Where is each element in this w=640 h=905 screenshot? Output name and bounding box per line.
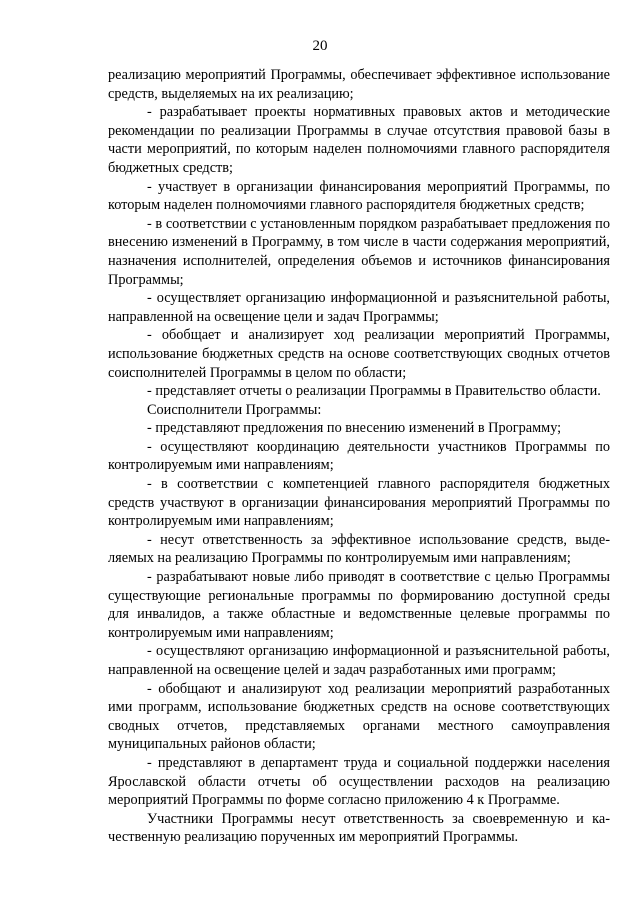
page-number: 20 [312,38,328,54]
paragraph-participants-responsibility: Участники Программы несут ответственность за своевременную и качественную реализацию порученных им мероприятий Программы. [108,810,610,846]
paragraph-proposes-changes: - в соответствии с установленным порядком разрабатывает предложения по внесению изменений в Программу, в том числе в части содержания мероприятий, назначения исполнителей, определения объемов и источников финансирования Программы; [108,215,610,288]
paragraph-co-coordinate: - осуществляют координацию деятельности участников Программы по контролируемым ими направлениям; [108,438,610,474]
paragraph-co-analyze-progress: - обобщают и анализируют ход реализации мероприятий разработанных ими программ, использование бюджетных средств на основе соответствующих сводных отчетов, представляемых органами местного самоуправления муниципальных районов области; [108,680,610,753]
paragraph-co-responsibility: - несут ответственность за эффективное использование средств, выделяемых на реализацию Программы по контролируемым ими направлениям; [108,531,610,567]
paragraph-participates-financing: - участвует в организации финансирования мероприятий Программы, по которым наделен полномочиями главного распорядителя бюджетных средств; [108,178,610,214]
paragraph-analyzes-progress: - обобщает и анализирует ход реализации мероприятий Программы, использование бюджетных средств на основе соответствующих сводных отчетов соисполнителей Программы в целом по области; [108,327,610,381]
paragraph-co-develop-programs: - разрабатывают новые либо приводят в соответствие с целью Программы существующие региональные программы по формированию доступной среды для инвалидов, а также областные и ведомственные целевые программы по контролируемым ими направлениям; [108,569,610,641]
paragraph-co-executors-heading: Соисполнители Программы: [147,401,322,418]
paragraph-co-information-work: - осуществляют организацию информационной и разъяснительной работы, направленной на освещение целей и задач разработанных ими программ; [108,643,610,678]
paragraph-co-participate-financing: - в соответствии с компетенцией главного распорядителя бюджетных средств участвуют в организации финансирования мероприятий Программы по контролируемым ими направлениям; [108,476,610,530]
paragraph-information-work: - осуществляет организацию информационной и разъяснительной работы, направленной на освещение цели и задач Программы; [108,290,610,325]
paragraph-continuation: реализацию мероприятий Программы, обеспечивает эффективное использование средств, выделяемых на их реализацию; [108,67,610,102]
body-text [108,66,610,847]
paragraph-submits-reports: - представляет отчеты о реализации Программы в Правительство области. [147,383,601,400]
paragraph-co-submit-reports: - представляют в департамент труда и социальной поддержки населения Ярославской области отчеты об осуществлении расходов на реализацию мероприятий Программы по форме согласно приложению 4 к Программе. [108,754,610,809]
paragraph-develops-normative-acts: - разрабатывает проекты нормативных правовых актов и методические рекомендации по реализации Программы в случае отсутствия правовой базы в части мероприятий, по которым наделен полномочиями главного распорядителя бюджетных средств; [108,104,610,176]
paragraph-co-submit-proposals: - представляют предложения по внесению изменений в Программу; [147,420,562,437]
